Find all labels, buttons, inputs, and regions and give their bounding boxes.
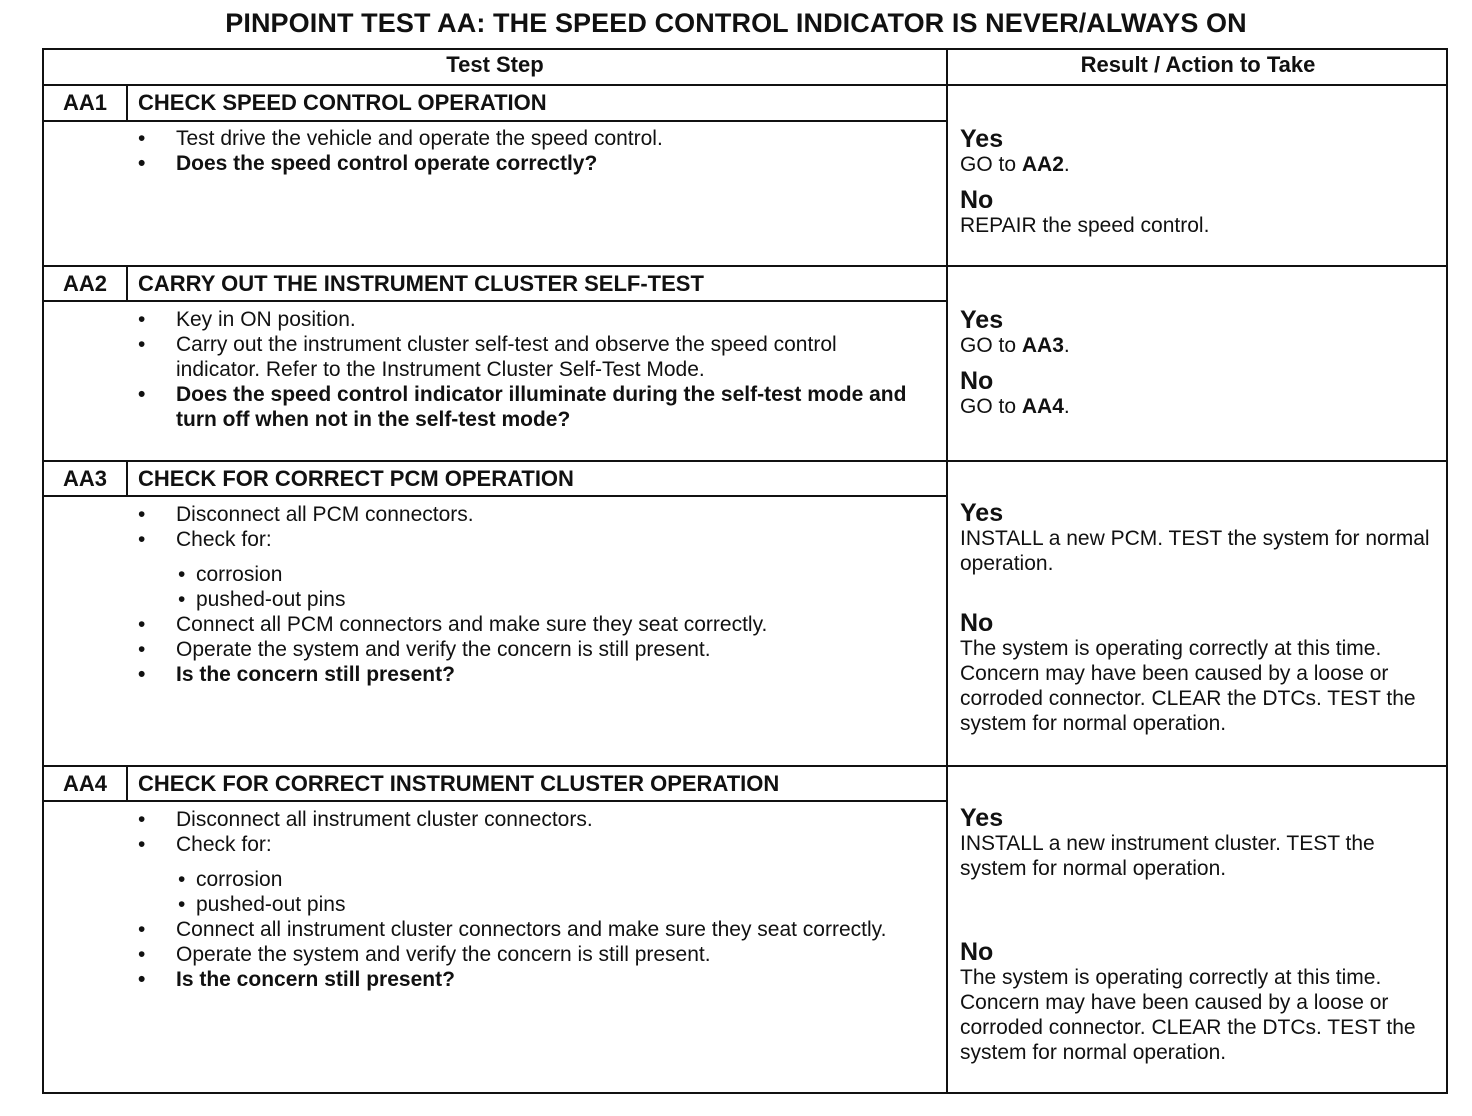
- sub-bullet-item: • corrosion: [178, 563, 283, 586]
- no-label: No: [960, 609, 994, 637]
- bullet-item: • Connect all instrument cluster connectors and make sure they seat correctly.: [138, 918, 887, 941]
- sub-bullet-item: • pushed-out pins: [178, 893, 346, 916]
- step-id-divider: [126, 84, 128, 121]
- step-title-divider: [42, 120, 948, 122]
- no-label: No: [960, 186, 994, 214]
- yes-label: Yes: [960, 306, 1004, 334]
- result-action-no: [960, 939, 1448, 1065]
- sub-bullet-item: • corrosion: [178, 868, 283, 891]
- sub-bullet-item: • pushed-out pins: [178, 588, 346, 611]
- no-action: The system is operating correctly at this time. Concern may have been caused by a loose or corroded connector. CLEAR the DTCs. TEST the system for normal operation.: [960, 637, 1416, 735]
- header-divider: [42, 84, 1448, 86]
- step-title: CHECK FOR CORRECT PCM OPERATION: [138, 466, 574, 491]
- page-title: PINPOINT TEST AA: THE SPEED CONTROL INDICATOR IS NEVER/ALWAYS ON: [225, 8, 1247, 38]
- bullet-item: • Operate the system and verify the concern is still present.: [138, 943, 711, 966]
- step-title-divider: [42, 495, 948, 497]
- step-title-divider: [42, 800, 948, 802]
- yes-action: INSTALL a new instrument cluster. TEST the system for normal operation.: [960, 832, 1375, 880]
- column-divider: [946, 48, 948, 1094]
- bullet-item: • Key in ON position.: [138, 308, 356, 331]
- step-instructions: [136, 126, 936, 176]
- step-id: AA4: [62, 771, 107, 796]
- no-label: No: [960, 938, 994, 966]
- no-label: No: [960, 367, 994, 395]
- bullet-item: • Operate the system and verify the concern is still present.: [138, 638, 711, 661]
- row-divider: [42, 460, 1448, 462]
- no-action: REPAIR the speed control.: [960, 214, 1210, 237]
- header-test-step: Test Step: [446, 52, 544, 77]
- yes-action: GO to AA2.: [960, 153, 1070, 176]
- row-divider: [42, 265, 1448, 267]
- yes-label: Yes: [960, 804, 1004, 832]
- result-action: [960, 500, 1448, 576]
- step-id-divider: [126, 765, 128, 802]
- row-divider: [42, 765, 1448, 767]
- step-id: AA1: [62, 90, 107, 115]
- yes-action: GO to AA3.: [960, 334, 1070, 357]
- no-action: GO to AA4.: [960, 395, 1070, 418]
- no-action: The system is operating correctly at this time. Concern may have been caused by a loose or corroded connector. CLEAR the DTCs. TEST the system for normal operation.: [960, 966, 1416, 1064]
- bullet-item: • Connect all PCM connectors and make sure they seat correctly.: [138, 613, 768, 636]
- step-id-divider: [126, 460, 128, 497]
- bullet-item: • Check for:: [138, 528, 272, 551]
- result-action: [960, 126, 1448, 238]
- bullet-question: • Does the speed control indicator illuminate during the self-test mode and turn off when not in the self-test mode?: [138, 383, 907, 431]
- step-title: CARRY OUT THE INSTRUMENT CLUSTER SELF-TEST: [138, 271, 704, 296]
- bullet-question: • Does the speed control operate correctly?: [138, 152, 598, 175]
- yes-label: Yes: [960, 499, 1004, 527]
- step-id: AA2: [62, 271, 107, 296]
- step-instructions: [136, 307, 926, 432]
- bullet-item: • Test drive the vehicle and operate the speed control.: [138, 127, 663, 150]
- step-title-divider: [42, 300, 948, 302]
- step-instructions: [136, 502, 936, 687]
- step-title: CHECK FOR CORRECT INSTRUMENT CLUSTER OPERATION: [138, 771, 780, 796]
- bullet-question: • Is the concern still present?: [138, 968, 455, 991]
- bullet-item: • Disconnect all PCM connectors.: [138, 503, 474, 526]
- yes-action: INSTALL a new PCM. TEST the system for normal operation.: [960, 527, 1430, 575]
- result-action-no: [960, 610, 1448, 736]
- bullet-item: • Disconnect all instrument cluster connectors.: [138, 808, 593, 831]
- result-action: [960, 307, 1448, 419]
- bullet-item: • Check for:: [138, 833, 272, 856]
- yes-label: Yes: [960, 125, 1004, 153]
- step-id: AA3: [62, 466, 107, 491]
- step-id-divider: [126, 265, 128, 302]
- bullet-question: • Is the concern still present?: [138, 663, 455, 686]
- bullet-item: • Carry out the instrument cluster self-test and observe the speed control indicator. Refer to the Instrument Cluster Self-Test Mode.: [138, 333, 837, 381]
- step-instructions: [136, 807, 926, 992]
- header-result: Result / Action to Take: [1080, 52, 1316, 77]
- step-title: CHECK SPEED CONTROL OPERATION: [138, 90, 547, 115]
- result-action: [960, 805, 1448, 881]
